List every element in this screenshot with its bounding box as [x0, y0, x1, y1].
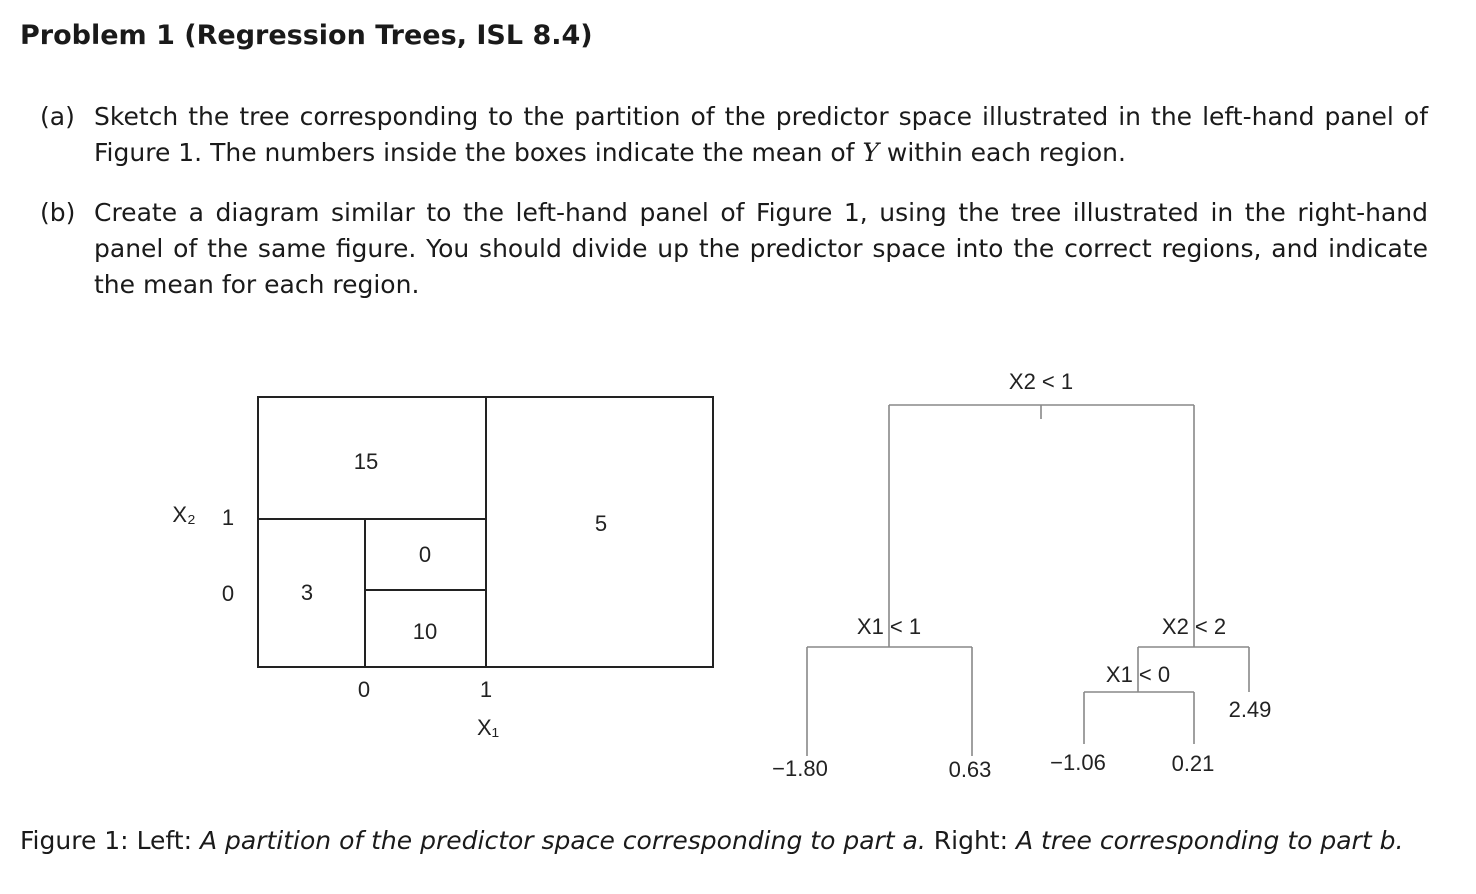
tree-root-split: X2 < 1 — [1008, 369, 1074, 394]
tree-leaf-4: 0.21 — [1171, 751, 1215, 776]
tree-left-split: X1 < 1 — [856, 614, 922, 639]
part-b-text: Create a diagram similar to the left-hand panel of Figure 1, using the tree illustrated in the right-hand panel of the same figure. You should divide up the predictor space into the correct regions, and indicate the mean for each region. — [94, 198, 1428, 299]
region-mean-10: 10 — [412, 619, 438, 644]
y-axis-label: X₂ — [172, 502, 196, 527]
math-variable-y: Y — [862, 138, 879, 167]
partition-diagram — [258, 397, 713, 667]
problem-title: Problem 1 (Regression Trees, ISL 8.4) — [20, 20, 593, 51]
tree-leaf-1: −1.80 — [772, 756, 828, 781]
tree-right-left-split: X1 < 0 — [1105, 662, 1171, 687]
part-a-label: (a) — [40, 102, 75, 131]
region-mean-3: 3 — [300, 580, 314, 605]
tree-leaf-5: 2.49 — [1228, 697, 1272, 722]
x-tick-1: 1 — [479, 677, 493, 702]
x-axis-label: X₁ — [476, 715, 500, 740]
tree-leaf-2: 0.63 — [948, 757, 992, 782]
region-mean-15: 15 — [353, 449, 379, 474]
y-tick-1: 1 — [221, 505, 235, 530]
y-tick-0: 0 — [221, 581, 235, 606]
tree-leaf-3: −1.06 — [1050, 750, 1106, 775]
figure-caption: Figure 1: Left: A partition of the predictor space corresponding to part a. Right: A tree corresponding to part b. — [20, 826, 1404, 855]
region-mean-0: 0 — [418, 542, 432, 567]
regression-tree — [807, 405, 1249, 756]
x-tick-0: 0 — [357, 677, 371, 702]
part-a-text: Sketch the tree corresponding to the partition of the predictor space illustrated in the left-hand panel of Figure 1. The numbers inside the boxes indicate the mean of Y within each region. — [94, 102, 1428, 167]
part-b-label: (b) — [40, 198, 76, 227]
tree-right-split: X2 < 2 — [1161, 614, 1227, 639]
region-mean-5: 5 — [594, 511, 608, 536]
